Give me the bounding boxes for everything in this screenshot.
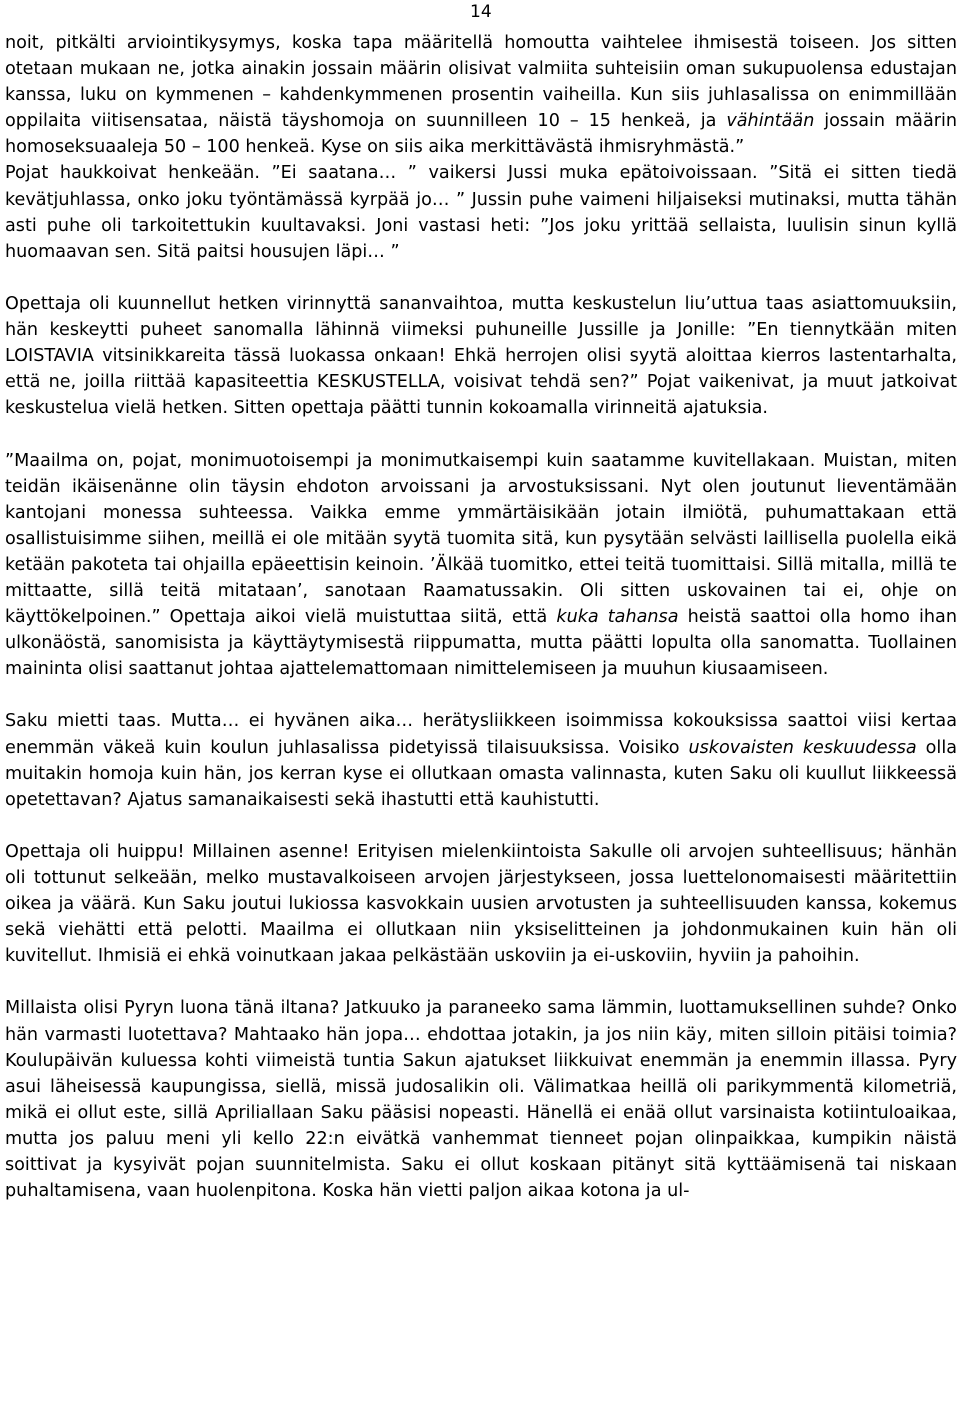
emphasized-text: uskovaisten keskuudessa [688, 737, 917, 758]
paragraph [5, 839, 957, 969]
paragraph [5, 448, 957, 683]
paragraph-text: ”Maailma on, pojat, monimuotoisempi ja monimutkaisempi kuin saatamme kuvitellakaan. Muistan, miten teidän ikäisenänne olin täysin ehdoton arvoissani ja arvostuksissani. Nyt olen joutunut lieventämään kantojani monessa suhteessa. Vaikka emme ymmärtäisikään jotain ilmiötä, puhumattakaan että osallistuisimme siihen, meillä ei ole mitään syytä tuomita sitä, kun pysytään selvästi laillisella puolella eikä ketään pakoteta tai ohjailla epäeettisin keinoin. ’Älkää tuomitko, ettei teitä tuomittaisi. Sillä mitalla, millä te mittaatte, sillä teitä mitataan’, sanotaan Raamatussakin. Oli sitten uskovainen tai ei, ohje on käyttökelpoinen.” Opettaja aikoi vielä muistuttaa siitä, että [5, 450, 957, 628]
paragraph [5, 30, 957, 160]
paragraph-text: Opettaja oli kuunnellut hetken virinnyttä sananvaihtoa, mutta keskustelun liu’uttua taas asiattomuuksiin, hän keskeytti puheet sanomalla lähinnä viimeksi puhuneille Jussille ja Jonille: ”En tiennytkään miten LOISTAVIA vitsinikkareita tässä luokassa onkaan! Ehkä herrojen olisi syytä aloittaa kierros lastentarhalta, että ne, joilla riittää kapasiteettia KESKUSTELLA, voisivat tehdä sen?” Pojat vaikenivat, ja muut jatkoivat keskustelua vielä hetken. Sitten opettaja päätti tunnin kokoamalla virinneitä ajatuksia. [5, 293, 957, 419]
paragraph-text: noit, pitkälti arviointikysymys, koska tapa määritellä homoutta vaihtelee ihmisestä toiseen. Jos sitten otetaan mukaan ne, jotka ainakin jossain määrin olisivat valmiita suhteisiin oman sukupuolensa edustajan kanssa, luku on kymmenen – kahdenkymmenen prosentin vaiheilla. Kun siis juhlasalissa on enimmillään oppilaita viitisensataa, näistä täyshomoja on suunnilleen 10 – 15 henkeä, ja [5, 33, 957, 132]
paragraph-text: Millaista olisi Pyryn luona tänä iltana? Jatkuuko ja paraneeko sama lämmin, luottamuksellinen suhde? Onko hän varmasti luotettava? Mahtaako hän jopa… ehdottaa jotakin, ja jos niin käy, miten silloin pitäisi toimia? Koulupäivän kuluessa kohti viimeistä tuntia Sakun ajatukset liikkuivat enemmän ja enemmin illassa. Pyry asui läheisessä kaupungissa, siellä, missä judosalikin oli. Välimatkaa heillä oli parikymmentä kilometriä, mikä ei ollut este, sillä Apriliallaan Saku pääsisi nopeasti. Hänellä ei enää ollut varsinaista kotiintuloaikaa, mutta jos paluu meni yli kello 22:n eivätkä vanhemmat tienneet pojan olinpaikkaa, kumpikin näistä soittivat ja kysyivät pojan suunnitelmista. Saku ei ollut koskaan pitänyt sitä kyttäämisenä tai niskaan puhaltamisena, vaan huolenpitona. Koska hän vietti paljon aikaa kotona ja ul- [5, 998, 957, 1202]
paragraph-text: Saku mietti taas. Mutta… ei hyvänen aika… herätysliikkeen isoimmissa kokouksissa saattoi viisi kertaa enemmän väkeä kuin koulun juhlasalissa pidetyissä tilaisuuksissa. Voisiko [5, 711, 957, 758]
emphasized-text: kuka tahansa [556, 607, 679, 628]
paragraph-text: jossain määrin homoseksuaaleja 50 – 100 henkeä. Kyse on siis aika merkittävästä ihmisryhmästä.” [5, 111, 957, 158]
paragraph [5, 708, 957, 812]
paragraph-text: heistä saattoi olla homo ihan ulkonäöstä, sanomisista ja käyttäytymisestä riippumatta, mutta päätti lopulta olla sanomatta. Tuollainen maininta olisi saattanut johtaa ajattelemattomaan nimittelemiseen ja muuhun kiusaamiseen. [5, 607, 957, 680]
paragraph-text: olla muitakin homoja kuin hän, jos kerran kyse ei ollutkaan omasta valinnasta, kuten Saku oli kuullut liikkeessä opetettavan? Ajatus samanaikaisesti sekä ihastutti että kauhistutti. [5, 737, 957, 810]
paragraph [5, 995, 957, 1204]
page-number: 14 [470, 2, 492, 22]
paragraph-text: Pojat haukkoivat henkeään. ”Ei saatana… ” vaikersi Jussi muka epätoivoissaan. ”Sitä ei sitten tiedä kevätjuhlassa, onko joku työntämässä kyrpää jo… ” Jussin puhe vaimeni hiljaiseksi mutinaksi, mutta tähän asti puhe oli tarkoitettukin kuultavaksi. Joni vastasi heti: ”Jos joku yrittää sellaista, luulisin sinun kyllä huomaavan sen. Sitä paitsi housujen läpi… ” [5, 163, 957, 262]
paragraph [5, 291, 957, 421]
paragraph-text: Opettaja oli huippu! Millainen asenne! Erityisen mielenkiintoista Sakulle oli arvojen suhteellisuus; hänhän oli tottunut selkeään, melko mustavalkoiseen arvojen järjestykseen, jossa luettelonomaisesti määritettiin oikea ja väärä. Kun Saku joutui lukiossa kasvokkain uusien arvotusten ja suhteellisuuden kanssa, kokemus sekä viehätti että pelotti. Maailma ei ollutkaan niin yksiselitteinen ja johdonmukainen kuin hän oli kuvitellut. Ihmisiä ei ehkä voinutkaan jakaa pelkästään uskoviin ja ei-uskoviin, hyviin ja pahoihin. [5, 841, 957, 967]
document-body [5, 30, 957, 1204]
emphasized-text: vähintään [726, 111, 815, 132]
paragraph [5, 160, 957, 264]
